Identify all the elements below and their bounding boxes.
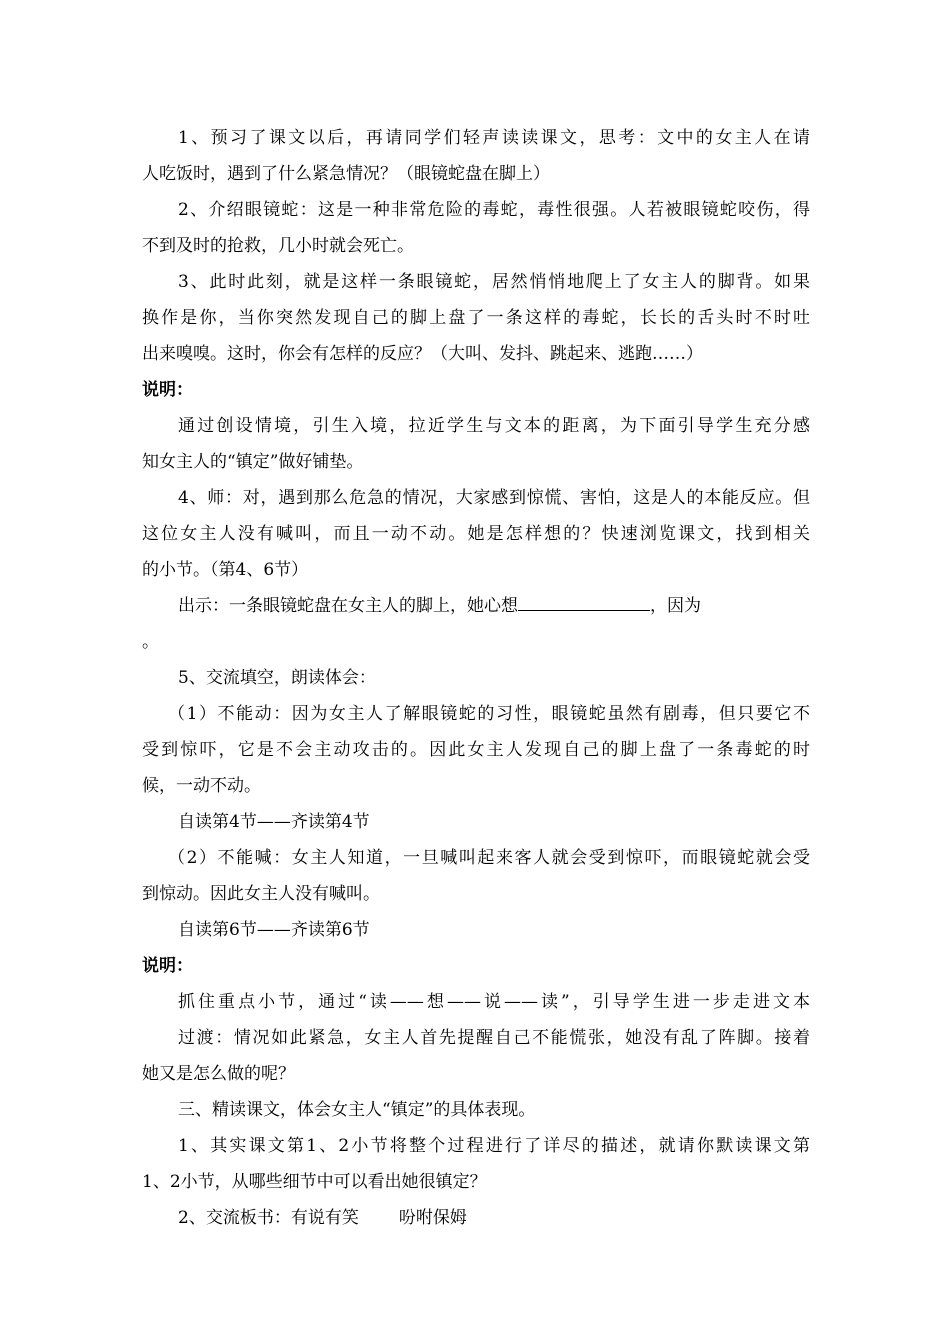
sub-1-line-1: （1）不能动：因为女主人了解眼镜蛇的习性，眼镜蛇虽然有剧毒，但只要它不 [168, 704, 810, 724]
note-2-line-1: 抓住重点小节，通过“读——想——说——读”，引导学生进一步走进文本 [178, 992, 810, 1012]
question-2-board-a: 2、交流板书：有说有笑 [178, 1208, 359, 1228]
note-2-label: 说明： [142, 956, 193, 976]
fill-in-end: 。 [142, 632, 159, 652]
fill-in-text: 出示：一条眼镜蛇盘在女主人的脚上，她心想 [178, 596, 518, 616]
paragraph-4-line-3: 的小节。（第4、6节） [142, 560, 309, 580]
sub-1-line-2: 受到惊吓，它是不会主动攻击的。因此女主人发现自己的脚上盘了一条毒蛇的时 [142, 740, 810, 760]
paragraph-1-line-1: 1、预习了课文以后，再请同学们轻声读读课文，思考：文中的女主人在请 [178, 128, 810, 148]
paragraph-4-line-2: 这位女主人没有喊叫，而且一动不动。她是怎样想的？快速浏览课文，找到相关 [142, 524, 810, 544]
paragraph-2-line-1: 2、介绍眼镜蛇：这是一种非常危险的毒蛇，毒性很强。人若被眼镜蛇咬伤，得 [178, 200, 810, 220]
note-1-label: 说明： [142, 380, 193, 400]
question-2-board-b: 吩咐保姆 [398, 1208, 467, 1228]
read-section-4: 自读第4节——齐读第4节 [178, 812, 370, 832]
paragraph-3-line-3: 出来嗅嗅。这时，你会有怎样的反应？（大叫、发抖、跳起来、逃跑……） [142, 344, 703, 364]
paragraph-1-line-2: 人吃饭时，遇到了什么紧急情况？（眼镜蛇盘在脚上） [142, 164, 550, 184]
sub-1-line-3: 候，一动不动。 [142, 776, 261, 796]
transition-line-1: 过渡：情况如此紧急，女主人首先提醒自己不能慌张，她没有乱了阵脚。接着 [178, 1028, 810, 1048]
fill-in-because: ，因为 [650, 596, 701, 616]
paragraph-3-line-2: 换作是你，当你突然发现自己的脚上盘了一条这样的毒蛇，长长的舌头时不时吐 [142, 308, 810, 328]
sub-2-line-2: 到惊动。因此女主人没有喊叫。 [142, 884, 380, 904]
read-section-6: 自读第6节——齐读第6节 [178, 920, 370, 940]
question-1-line-1: 1、其实课文第1、2小节将整个过程进行了详尽的描述，就请你默读课文第 [178, 1136, 810, 1156]
transition-line-2: 她又是怎么做的呢？ [142, 1064, 295, 1084]
question-1-line-2: 1、2小节，从哪些细节中可以看出她很镇定？ [142, 1172, 487, 1192]
paragraph-3-line-1: 3、此时此刻，就是这样一条眼镜蛇，居然悄悄地爬上了女主人的脚背。如果 [178, 272, 810, 292]
paragraph-2-line-2: 不到及时的抢救，几小时就会死亡。 [142, 236, 414, 256]
sub-2-line-1: （2）不能喊：女主人知道，一旦喊叫起来客人就会受到惊吓，而眼镜蛇就会受 [168, 848, 810, 868]
note-1-line-2: 知女主人的“镇定”做好铺垫。 [142, 452, 364, 472]
paragraph-5: 5、交流填空，朗读体会： [178, 668, 376, 688]
fill-in-prompt [142, 588, 810, 624]
paragraph-4-line-1: 4、师：对，遇到那么危急的情况，大家感到惊慌、害怕，这是人的本能反应。但 [178, 488, 810, 508]
question-2 [142, 1200, 810, 1236]
section-3-heading: 三、精读课文，体会女主人“镇定”的具体表现。 [178, 1100, 536, 1120]
note-1-line-1: 通过创设情境，引生入境，拉近学生与文本的距离，为下面引导学生充分感 [178, 416, 810, 436]
fill-in-blank [518, 592, 650, 611]
